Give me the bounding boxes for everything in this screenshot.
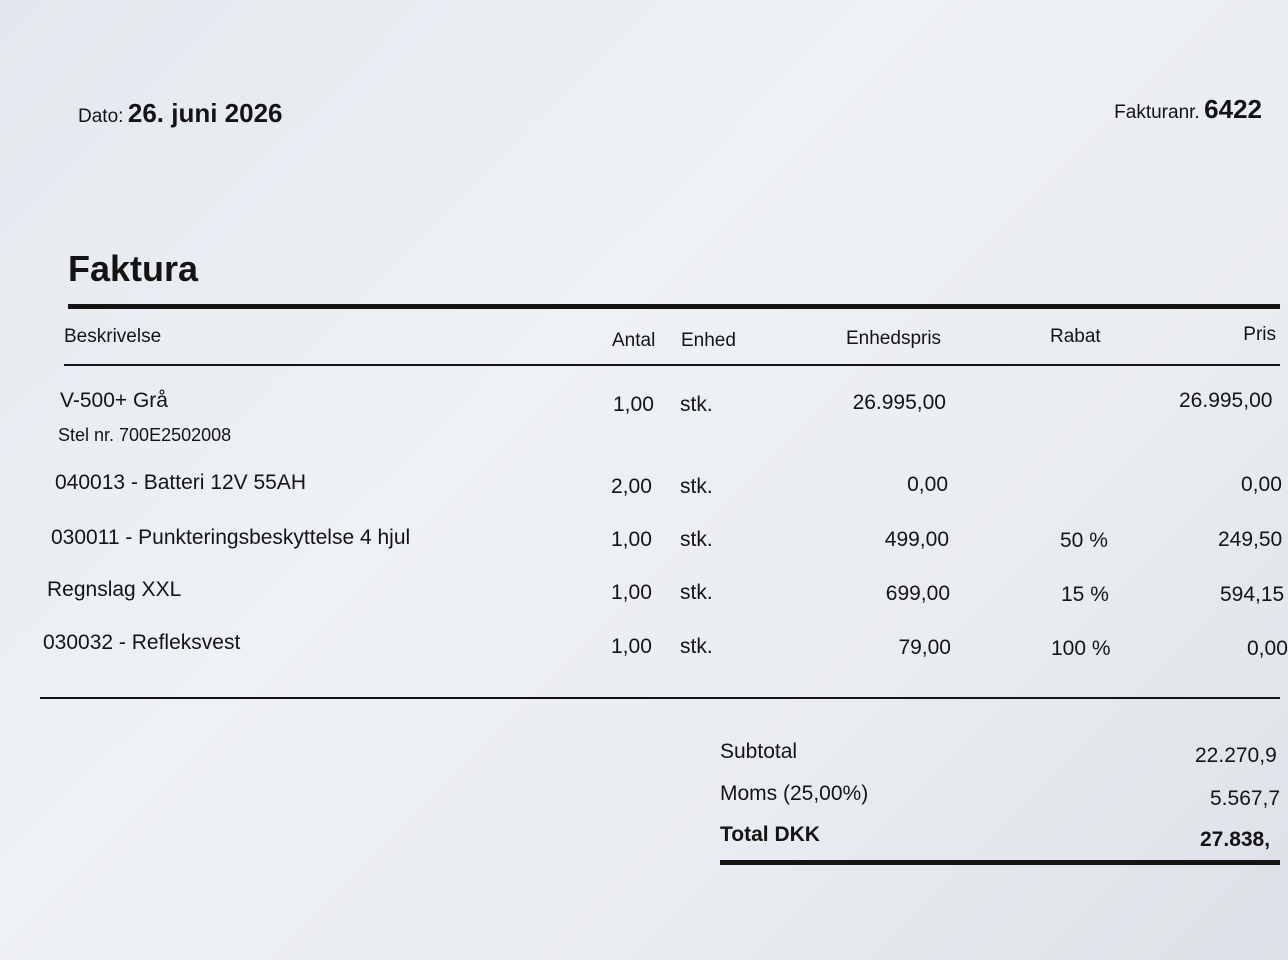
invoice-number-line	[1114, 94, 1262, 125]
invoice-number-label: Fakturanr.	[1114, 102, 1200, 123]
column-quantity: Antal	[612, 330, 656, 351]
row-quantity: 1,00	[611, 581, 652, 604]
total-rule	[720, 860, 1280, 865]
row-quantity: 2,00	[611, 475, 652, 498]
row-price: 0,00	[1241, 473, 1282, 496]
row-unit-price: 699,00	[885, 582, 950, 605]
row-subdescription: Stel nr. 700E2502008	[58, 425, 232, 445]
row-price: 249,50	[1218, 528, 1283, 551]
column-unit: Enhed	[681, 330, 736, 351]
row-description: V-500+ Grå	[60, 389, 168, 412]
row-discount: 50 %	[1060, 529, 1108, 552]
row-unit: stk.	[680, 528, 713, 551]
row-unit: stk.	[680, 393, 713, 416]
subtotal-label: Subtotal	[720, 740, 798, 763]
table-row	[0, 578, 1285, 608]
date-value: 26. juni 2026	[127, 98, 283, 128]
total-label: Total DKK	[720, 823, 820, 846]
row-unit-price: 26.995,00	[852, 391, 946, 414]
row-price: 26.995,00	[1179, 389, 1273, 412]
totals	[0, 740, 1280, 860]
items-rule	[40, 697, 1280, 699]
row-unit-price: 79,00	[898, 636, 951, 659]
column-description: Beskrivelse	[64, 326, 162, 347]
column-discount: Rabat	[1050, 326, 1101, 347]
column-price: Pris	[1243, 324, 1276, 345]
row-price: 594,15	[1220, 583, 1285, 606]
subtotal-value: 22.270,9	[1195, 744, 1277, 767]
table-header	[0, 326, 1280, 356]
table-row	[0, 389, 1280, 449]
row-description: 030011 - Punkteringsbeskyttelse 4 hjul	[51, 526, 411, 549]
row-quantity: 1,00	[611, 528, 652, 551]
column-unit-price: Enhedspris	[846, 328, 942, 349]
row-unit-price: 0,00	[907, 473, 948, 496]
date-line	[78, 98, 283, 129]
invoice-number-value: 6422	[1204, 94, 1262, 124]
total-value: 27.838,	[1200, 828, 1271, 851]
row-unit: stk.	[680, 475, 713, 498]
title-rule	[68, 304, 1280, 309]
row-unit-price: 499,00	[884, 528, 949, 551]
row-unit: stk.	[680, 635, 713, 658]
page-title: Faktura	[68, 248, 199, 289]
row-description: 030032 - Refleksvest	[43, 631, 241, 654]
row-unit: stk.	[680, 581, 713, 604]
table-row	[0, 471, 1280, 501]
date-label: Dato:	[78, 106, 124, 127]
row-discount: 100 %	[1051, 637, 1111, 660]
vat-label: Moms (25,00%)	[720, 782, 869, 805]
table-row	[0, 526, 1283, 556]
table-row	[0, 631, 1288, 661]
vat-value: 5.567,7	[1210, 787, 1281, 810]
row-description: Regnslag XXL	[47, 578, 182, 601]
header-rule	[64, 364, 1280, 366]
row-quantity: 1,00	[611, 635, 652, 658]
row-description: 040013 - Batteri 12V 55AH	[55, 471, 306, 494]
row-quantity: 1,00	[613, 393, 654, 416]
row-discount: 15 %	[1061, 583, 1109, 606]
row-price: 0,00	[1247, 637, 1288, 660]
